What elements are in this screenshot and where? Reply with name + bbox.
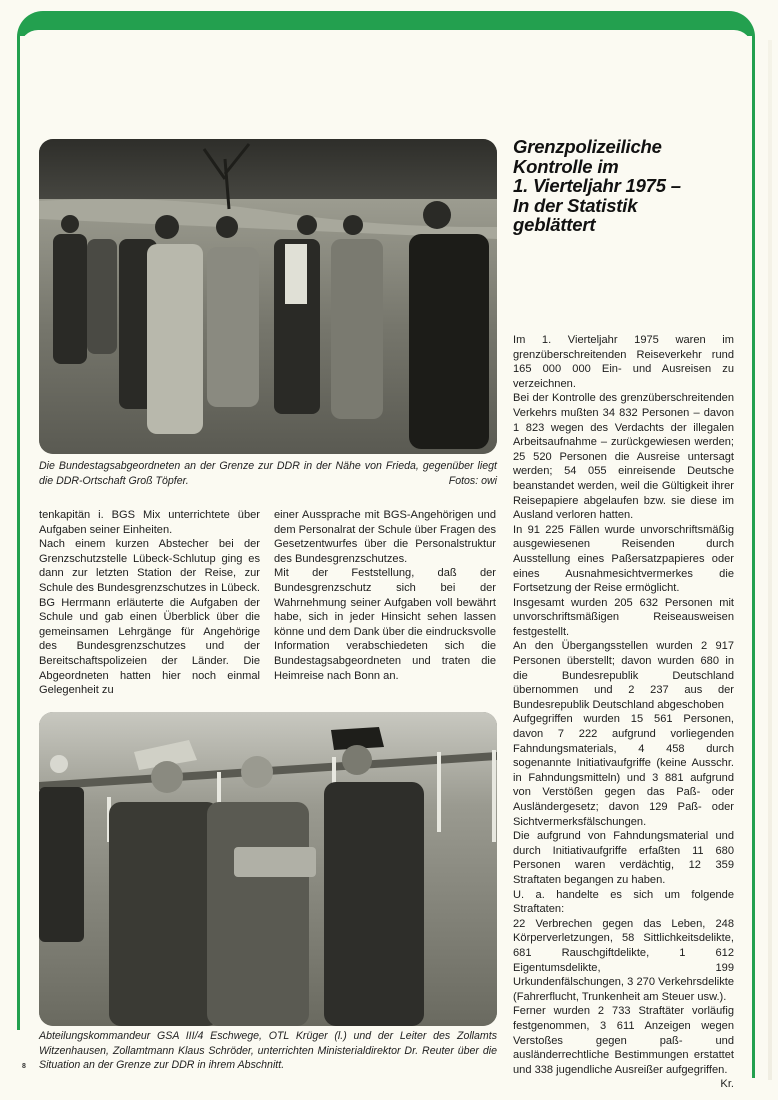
paragraph: Bei der Kontrolle des grenzüberschreitenden Verkehrs mußten 34 832 Personen – davon 1 823 wegen des Verdachts der illegalen Arbeitsaufnahme – zurückgewiesen werden; 25 520 Personen die Ausreise untersagt werden; 54 055 einreisende Deutsche beanstandet werden, weil die Gültigkeit ihrer Reisepapiere abgelaufen bzw. sie diese im Ausland verloren hatten.	[513, 392, 734, 522]
frame-cover	[20, 36, 752, 50]
paragraph: In 91 225 Fällen wurde unvorschriftsmäßig ausgewiesenen Reisenden durch Ausstellung eines Paßersatzpapieres oder eines Ausnahmesichtvermerkes die Fortsetzung der Reise ermöglicht.	[513, 523, 734, 595]
paragraph: U. a. handelte es sich um folgende Straftaten:	[513, 888, 734, 916]
caption-text: Die Bundestagsabgeordneten an der Grenze zur DDR in der Nähe von Frieda, gegenüber liegt die DDR-Ortschaft Groß Töpfer.	[39, 460, 497, 487]
page-edge	[768, 40, 772, 1080]
photo-credit: Fotos: owi	[448, 474, 497, 487]
headline-line: 1. Vierteljahr 1975 –	[513, 175, 681, 197]
headline-line: In der Statistik	[513, 194, 638, 216]
caption-text: Abteilungskommandeur GSA III/4 Eschwege, OTL Krüger (l.) und der Leiter des Zollamts Witzenhausen, Zollamtmann Klaus Schröder, unterrichten Ministerialdirektor Dr. Reuter über die Situation an der Grenze zur DDR in ihrem Abschnitt.	[39, 1030, 497, 1071]
paragraph: Die aufgrund von Fahndungsmaterial und durch Initiativaufgriffe erfaßten 11 680 Personen waren verdächtig, 12 359 Straftaten begangen zu haben.	[513, 830, 734, 886]
paragraph: Mit der Feststellung, daß der Bundesgrenzschutz sich bei der Wahrnehmung seiner Aufgaben voll bewährt habe, sich in jeder Hinsicht sehen lassen könne und dem Dank über die eindrucksvolle Information verabschiedeten sich die Bundestagsabgeordneten und traten die Heimreise nach Bonn an.	[274, 567, 497, 682]
paragraph: Insgesamt wurden 205 632 Personen mit unvorschriftsmäßigen Reiseausweisen festgestellt.	[513, 596, 734, 638]
article-body	[513, 333, 734, 1092]
headline-line: Kontrolle im	[513, 155, 619, 177]
photo-caption-1	[39, 459, 497, 488]
paragraph: einer Aussprache mit BGS-Angehörigen und dem Personalrat der Schule über Fragen des Gesetzentwurfes über die Personalstruktur des Bundesgrenzschutzes.	[274, 509, 496, 565]
paragraph: 22 Verbrechen gegen das Leben, 248 Körperverletzungen, 58 Sittlichkeitsdelikte, 681 Rauschgiftdelikte, 1 612 Eigentumsdelikte, 199 Urkundenfälschungen, 3 270 Verkehrsdelikte (Fahrerflucht, Trunkenheit am Steuer usw.).	[513, 917, 734, 1003]
photo-officials-with-map	[39, 712, 497, 1026]
green-frame-right	[752, 40, 755, 1078]
paragraph: An den Übergangsstellen wurden 2 917 Personen überstellt; davon wurden 680 in die Bundesrepublik Deutschland übernommen und 2 237 aus der Bundesrepublik Deutschland abgeschoben	[513, 640, 734, 711]
paragraph: Nach einem kurzen Abstecher bei der Grenzschutzstelle Lübeck-Schlutup ging es dann zur letzten Station der Reise, zur Schule des Bundesgrenzschutzes in Lübeck. BG Herrmann erläuterte die Aufgaben der Schule und gab einen Überblick über die gemeinsamen Lehrgänge für Angehörige des Bundesgrenzschutzes und der Bereitschaftspolizeien der Länder. Die Abgeordneten hatten hier noch einmal Gelegenheit zu	[39, 538, 260, 697]
paragraph: Im 1. Vierteljahr 1975 waren im grenzüberschreitenden Reiseverkehr rund 165 000 000 Ein- und Ausreisen zu verzeichnen.	[513, 334, 734, 390]
previous-article-middle-column	[274, 508, 496, 683]
headline-line: Grenzpolizeiliche	[513, 136, 662, 157]
previous-article-left-column	[39, 508, 260, 698]
paragraph: Ferner wurden 2 733 Straftäter vorläufig festgenommen, 3 611 Anzeigen wegen Verstoßes gegen paß- und ausländerrechtliche Bestimmungen erstattet und 338 jugendliche Ausreißer aufgegriffen.	[513, 1005, 734, 1076]
paragraph: tenkapitän i. BGS Mix unterrichtete über Aufgaben seiner Einheiten.	[39, 509, 260, 536]
paragraph: Aufgegriffen wurden 15 561 Personen, davon 7 222 aufgrund vorliegenden Fahndungsmaterials, 4 458 durch sogenannte Initiativaufgriffe (keine Ausschr. in Fahndungsmitteln) und 3 881 aufgrund von Verstößen gegen das Paß- oder Ausländergesetz; davon 129 Paß- oder Sichtvermerksfälschungen.	[513, 713, 734, 828]
photo-illustration	[39, 139, 497, 454]
green-frame-left	[17, 40, 20, 1030]
page-number: 8	[22, 1063, 26, 1070]
photo-parliamentarians-at-border	[39, 139, 497, 454]
author-signature: Kr.	[720, 1078, 734, 1091]
headline-line: geblättert	[513, 214, 596, 236]
photo-illustration	[39, 712, 497, 1026]
article-headline	[513, 137, 748, 235]
photo-caption-2	[39, 1029, 497, 1073]
